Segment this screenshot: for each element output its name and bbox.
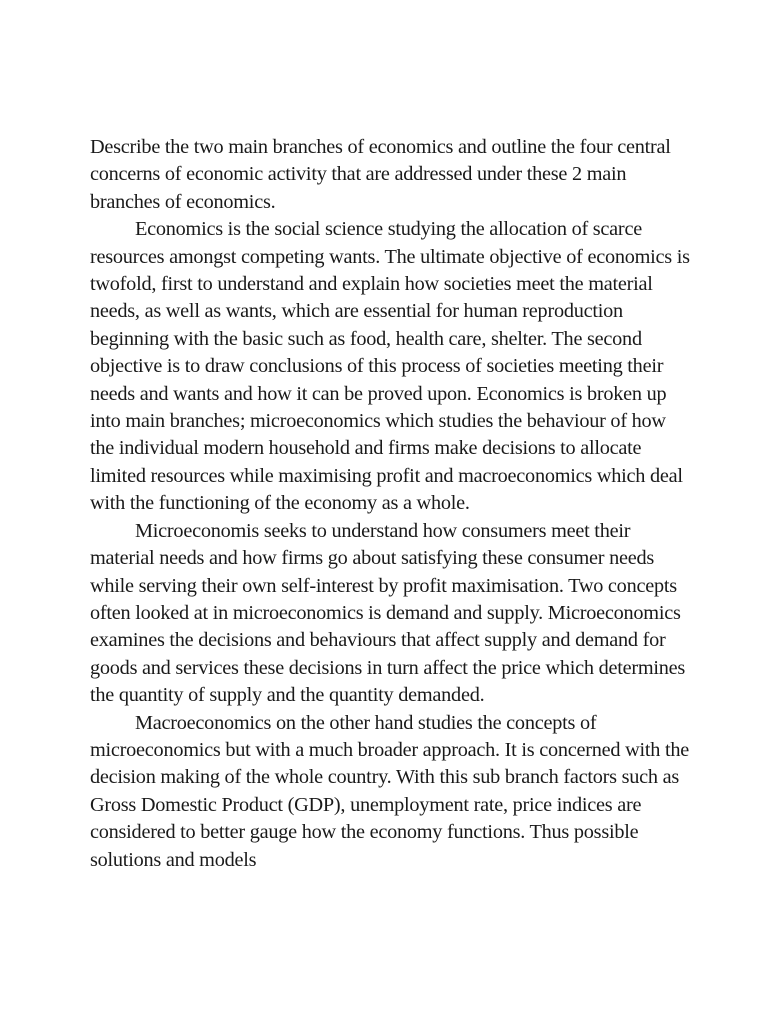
document-body (90, 134, 690, 874)
macroeconomics-paragraph: Macroeconomics on the other hand studies the concepts of microeconomics but with a much broader approach. It is concerned with the decision making of the whole country. With this sub branch factors such as Gross Domestic Product (GDP), unemployment rate, price indices are considered to better gauge how the economy functions. Thus possible solutions and models (90, 711, 689, 871)
economics-definition-paragraph: Economics is the social science studying the allocation of scarce resources amongst competing wants. The ultimate objective of economics is twofold, first to understand and explain how societies meet the material needs, as well as wants, which are essential for human reproduction beginning with the basic such as food, health care, shelter. The second objective is to draw conclusions of this process of societies meeting their needs and wants and how it can be proved upon. Economics is broken up into main branches; microeconomics which studies the behaviour of how the individual modern household and firms make decisions to allocate limited resources while maximising profit and macroeconomics which deal with the functioning of the economy as a whole. (90, 218, 690, 515)
question-paragraph: Describe the two main branches of economics and outline the four central concerns of economic activity that are addressed under these 2 main branches of economics. (90, 136, 671, 213)
microeconomics-paragraph: Microeconomis seeks to understand how consumers meet their material needs and how firms go about satisfying these consumer needs while serving their own self-interest by profit maximisation. Two concepts often looked at in microeconomics is demand and supply. Microeconomics examines the decisions and behaviours that affect supply and demand for goods and services these decisions in turn affect the price which determines the quantity of supply and the quantity demanded. (90, 519, 686, 707)
